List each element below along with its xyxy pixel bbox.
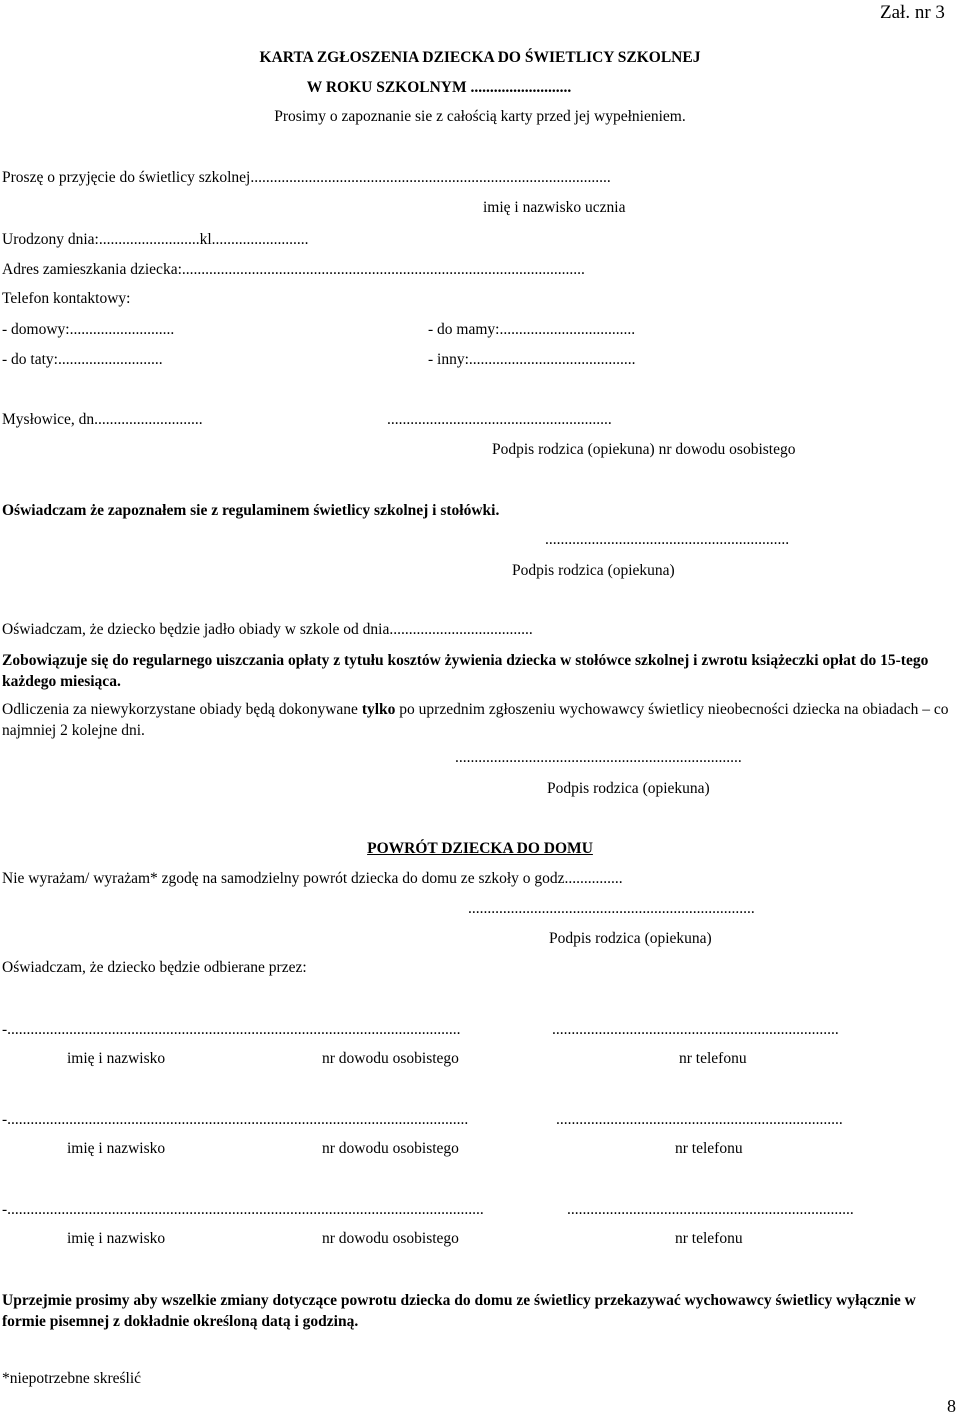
attachment-label: Zał. nr 3 xyxy=(880,2,945,23)
birth-date-class: Urodzony dnia:..........................kl......................... xyxy=(2,231,309,248)
pickup-name-caption: imię i nazwisko xyxy=(67,1050,166,1067)
signature-line: .......................................................................... xyxy=(455,749,742,766)
signature-line: .......................................................... xyxy=(387,411,612,428)
pickup-name-caption: imię i nazwisko xyxy=(67,1140,166,1157)
deductions-text: po uprzednim zgłoszeniu wychowawcy świetlicy nieobecności dziecka na obiadach – co najmniej 2 kolejne dni. xyxy=(2,701,949,739)
page-number: 8 xyxy=(947,1396,956,1416)
pickup-line-right: .......................................................................... xyxy=(556,1111,843,1128)
phone-mother: - do mamy:................................... xyxy=(428,321,636,338)
admission-request: Proszę o przyjęcie do świetlicy szkolnej............................................................................................. xyxy=(2,169,611,186)
signature-caption: Podpis rodzica (opiekuna) xyxy=(549,930,712,947)
signature-line: ............................................................... xyxy=(545,531,790,548)
footnote: *niepotrzebne skreślić xyxy=(2,1370,142,1387)
pickup-statement: Oświadczam, że dziecko będzie odbierane przez: xyxy=(2,959,307,976)
signature-caption: Podpis rodzica (opiekuna) nr dowodu osobistego xyxy=(492,441,796,458)
pickup-id-caption: nr dowodu osobistego xyxy=(322,1230,459,1247)
school-year-line: W ROKU SZKOLNYM .......................... xyxy=(306,79,572,96)
home-address: Adres zamieszkania dziecka:........................................................................................................ xyxy=(2,261,585,278)
payment-obligation: Zobowiązuje się do regularnego uiszczania opłaty z tytułu kosztów żywienia dziecka w stołówce szkolnej i zwrotu książeczki opłat do 15-tego każdego miesiąca. xyxy=(2,652,929,690)
phone-father: - do taty:........................... xyxy=(2,351,163,368)
student-name-caption: imię i nazwisko ucznia xyxy=(483,199,626,216)
phone-home: - domowy:........................... xyxy=(2,321,175,338)
pickup-line-left: -....................................................................................................................... xyxy=(2,1111,469,1128)
place-date: Mysłowice, dn............................ xyxy=(2,411,203,428)
instruction-text: Prosimy o zapoznanie sie z całością karty przed jej wypełnieniem. xyxy=(274,108,686,125)
regulations-declaration: Oświadczam że zapoznałem sie z regulaminem świetlicy szkolnej i stołówki. xyxy=(2,502,500,519)
return-home-heading: POWRÓT DZIECKA DO DOMU xyxy=(367,840,593,857)
pickup-line-right: .......................................................................... xyxy=(552,1021,839,1038)
pickup-phone-caption: nr telefonu xyxy=(675,1230,743,1247)
pickup-phone-caption: nr telefonu xyxy=(675,1140,743,1157)
pickup-id-caption: nr dowodu osobistego xyxy=(322,1050,459,1067)
signature-line: .......................................................................... xyxy=(468,900,755,917)
pickup-phone-caption: nr telefonu xyxy=(679,1050,747,1067)
changes-request: Uprzejmie prosimy aby wszelkie zmiany dotyczące powrotu dziecka do domu ze świetlicy przekazywać wychowawcy świetlicy wyłącznie w formie pisemnej z dokładnie określoną datą i godziną. xyxy=(2,1292,916,1330)
pickup-name-caption: imię i nazwisko xyxy=(67,1230,166,1247)
signature-caption: Podpis rodzica (opiekuna) xyxy=(547,780,710,797)
phone-heading: Telefon kontaktowy: xyxy=(2,290,131,307)
pickup-line-right: .......................................................................... xyxy=(567,1201,854,1218)
pickup-id-caption: nr dowodu osobistego xyxy=(322,1140,459,1157)
form-title: KARTA ZGŁOSZENIA DZIECKA DO ŚWIETLICY SZKOLNEJ xyxy=(259,49,701,66)
phone-other: - inny:........................................... xyxy=(428,351,636,368)
signature-caption: Podpis rodzica (opiekuna) xyxy=(512,562,675,579)
return-consent: Nie wyrażam/ wyrażam* zgodę na samodzielny powrót dziecka do domu ze szkoły o godz............... xyxy=(2,870,623,887)
meal-deductions xyxy=(2,699,957,741)
deductions-text: Odliczenia za niewykorzystane obiady będą dokonywane xyxy=(2,701,362,718)
pickup-line-left: -........................................................................................................................... xyxy=(2,1201,484,1218)
pickup-line-left: -..................................................................................................................... xyxy=(2,1021,461,1038)
deductions-emphasis: tylko xyxy=(361,701,396,718)
meals-statement: Oświadczam, że dziecko będzie jadło obiady w szkole od dnia..................................... xyxy=(2,621,533,638)
